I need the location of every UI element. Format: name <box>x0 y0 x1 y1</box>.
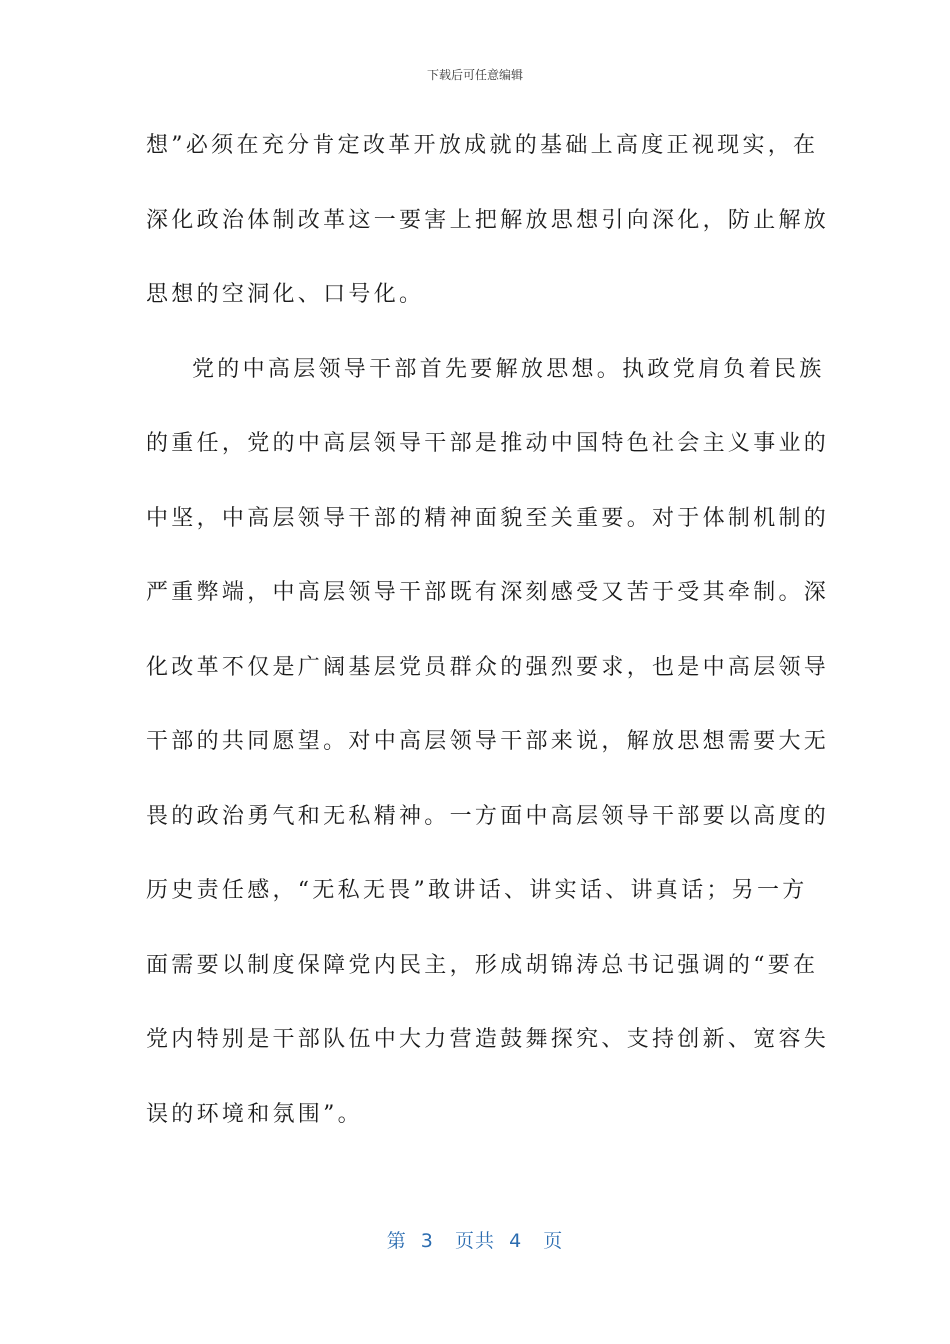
paragraph-first-line: 党的中高层领导干部首先要解放思想。执政党肩负着民族 <box>192 356 825 382</box>
text-line: 畏的政治勇气和无私精神。一方面中高层领导干部要以高度的 <box>146 803 830 829</box>
text-line: 想”必须在充分肯定改革开放成就的基础上高度正视现实，在 <box>146 133 819 158</box>
text-line: 面需要以制度保障党内民主，形成胡锦涛总书记强调的“要在 <box>146 952 819 978</box>
page-header: 下载后可任意编辑 <box>426 68 523 82</box>
text-line: 干部的共同愿望。对中高层领导干部来说，解放思想需要大无 <box>146 729 830 754</box>
text-line: 历史责任感，“无私无畏”敢讲话、讲实话、讲真话；另一方 <box>146 878 808 903</box>
text-line: 严重弊端，中高层领导干部既有深刻感受又苦于受其牵制。深 <box>146 580 830 605</box>
text-line: 思想的空洞化、口号化。 <box>146 282 425 307</box>
text-line: 误的环境和氛围”。 <box>146 1101 363 1127</box>
page-number-footer: 第 3 页共 4 页 <box>386 1230 564 1252</box>
text-line: 党内特别是干部队伍中大力营造鼓舞探究、支持创新、宽容失 <box>146 1027 830 1052</box>
text-line: 的重任，党的中高层领导干部是推动中国特色社会主义事业的 <box>146 431 830 456</box>
text-line: 深化政治体制改革这一要害上把解放思想引向深化，防止解放 <box>146 207 830 233</box>
text-line: 化改革不仅是广阔基层党员群众的强烈要求，也是中高层领导 <box>146 654 830 680</box>
text-line: 中坚，中高层领导干部的精神面貌至关重要。对于体制机制的 <box>146 505 830 531</box>
body-text <box>146 125 830 1168</box>
